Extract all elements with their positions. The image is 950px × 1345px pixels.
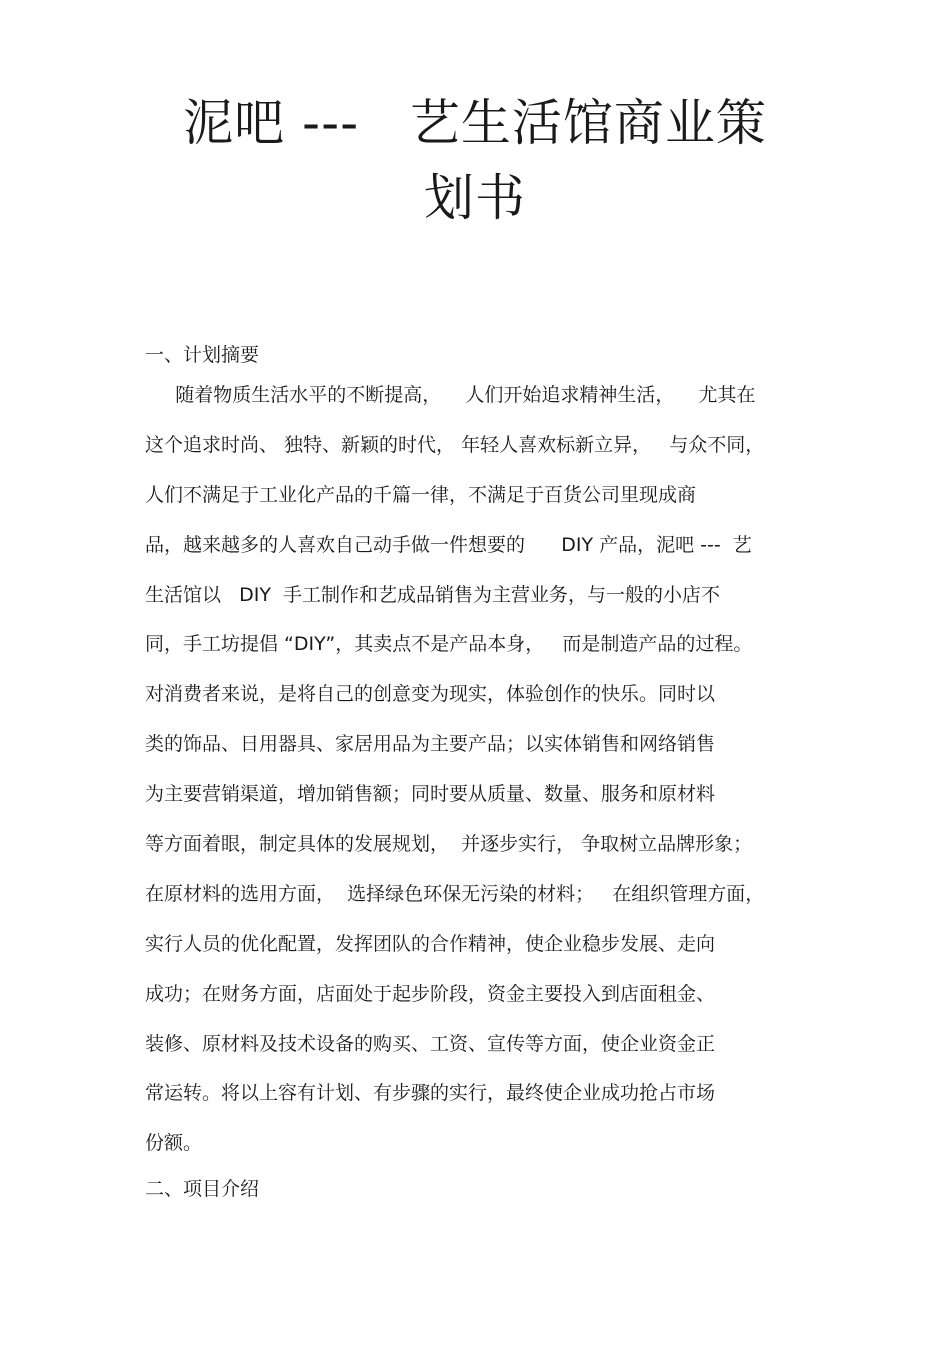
- section-body-plan-summary: [145, 383, 810, 1181]
- body-line: 随着物质生活水平的不断提高， 人们开始追求精神生活， 尤其在: [145, 384, 756, 406]
- body-line: 人们不满足于工业化产品的千篇一律，不满足于百货公司里现成商: [145, 483, 697, 506]
- body-line: 品，越来越多的人喜欢自己动手做一件想要的 DIY 产品，泥吧 --- 艺: [145, 533, 752, 556]
- body-line: 这个追求时尚、 独特、新颖的时代， 年轻人喜欢标新立异， 与众不同，: [145, 433, 765, 456]
- body-line: 在原材料的选用方面， 选择绿色环保无污染的材料； 在组织管理方面，: [145, 882, 765, 905]
- body-line: 对消费者来说，是将自己的创意变为现实，体验创作的快乐。同时以: [145, 683, 716, 706]
- document-title-line-2: 划书: [424, 169, 526, 227]
- body-line: 为主要营销渠道，增加销售额；同时要从质量、数量、服务和原材料: [145, 783, 716, 806]
- document-title-line-1: 泥吧 --- 艺生活馆商业策: [183, 94, 767, 152]
- section-heading-project-intro: 二、项目介绍: [145, 1178, 260, 1200]
- body-line: 成功；在财务方面，店面处于起步阶段，资金主要投入到店面租金、: [145, 982, 716, 1005]
- body-line: 同，手工坊提倡 “DIY”，其卖点不是产品本身， 而是制造产品的过程。: [145, 633, 753, 656]
- body-line: 类的饰品、日用器具、家居用品为主要产品；以实体销售和网络销售: [145, 733, 716, 756]
- body-line: 常运转。将以上容有计划、有步骤的实行，最终使企业成功抢占市场: [145, 1082, 716, 1105]
- body-line: 等方面着眼，制定具体的发展规划， 并逐步实行， 争取树立品牌形象；: [145, 833, 753, 856]
- section-heading-plan-summary: 一、计划摘要: [145, 344, 260, 366]
- body-line: 实行人员的优化配置，发挥团队的合作精神，使企业稳步发展、走向: [145, 932, 716, 955]
- body-line: 生活馆以 DIY 手工制作和艺成品销售为主营业务，与一般的小店不: [145, 583, 721, 606]
- body-line: 份额。: [145, 1132, 203, 1155]
- body-line: 装修、原材料及技术设备的购买、工资、宣传等方面，使企业资金正: [145, 1032, 716, 1055]
